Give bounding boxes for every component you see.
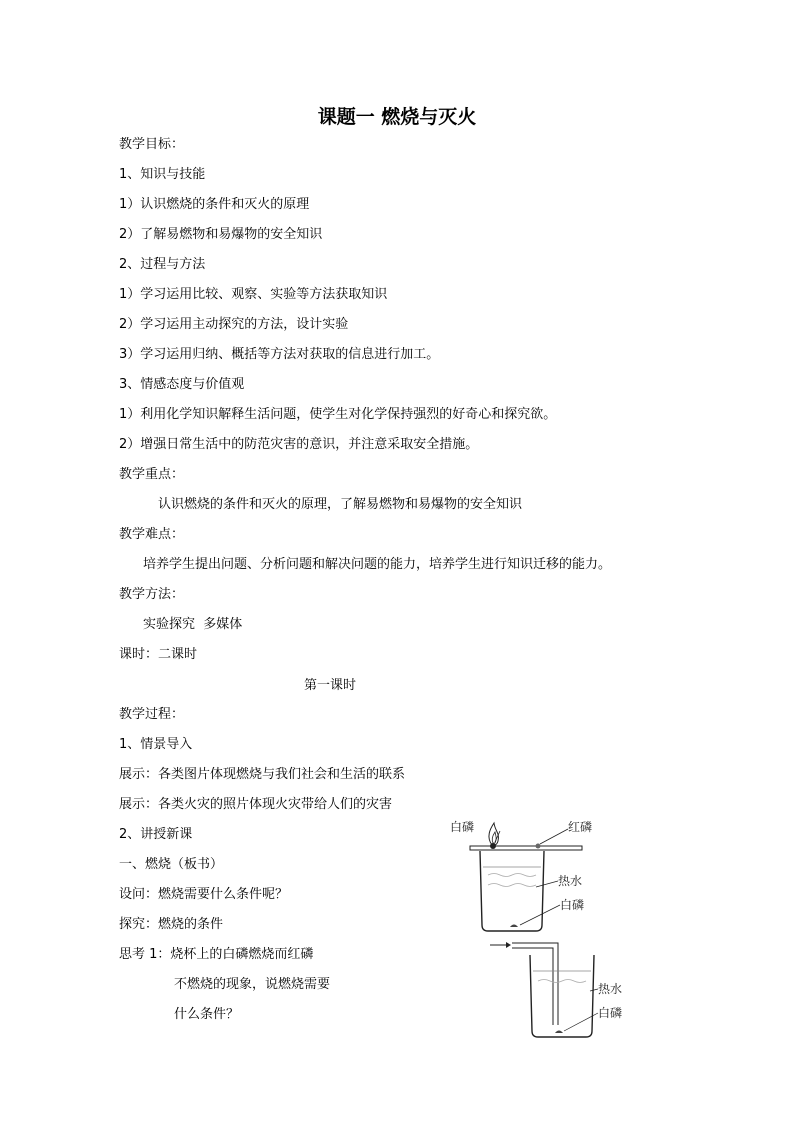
beaker-1 [480,851,544,931]
knowledge-item-2: 2）了解易燃物和易爆物的安全知识 [119,227,323,242]
combustion-experiment-figure [440,815,640,1045]
knowledge-heading: 1、知识与技能 [119,167,206,182]
arrow-icon [490,942,511,948]
think-1-line-b: 不燃烧的现象，说燃烧需要 [174,977,331,992]
process-method-item-1: 1）学习运用比较、观察、实验等方法获取知识 [119,287,388,302]
process-heading: 教学过程： [119,707,185,722]
white-phosphorus-sample [490,843,496,849]
knowledge-item-1: 1）认识燃烧的条件和灭火的原理 [119,197,310,212]
page-title: 课题一 燃烧与灭火 [317,106,477,128]
label-hot-water-2: 热水 [598,982,623,996]
lesson-title: 第一课时 [303,678,356,693]
beaker-2 [530,955,594,1037]
label-red-phosphorus: 红磷 [568,820,593,834]
key-points-heading: 教学重点： [119,467,185,482]
key-points-text: 认识燃烧的条件和灭火的原理，了解易燃物和易爆物的安全知识 [158,497,523,512]
section-combustion: 一、燃烧（板书） [119,857,224,872]
difficulties-heading: 教学难点： [119,527,185,542]
label-hot-water-1: 热水 [558,874,583,888]
step-1: 1、情景导入 [119,737,193,752]
class-hours: 课时：二课时 [119,647,198,662]
think-1-line-c: 什么条件？ [174,1007,240,1022]
explore: 探究：燃烧的条件 [119,917,224,932]
gas-tube [512,943,558,1025]
label-white-phosphorus-1: 白磷 [560,898,585,912]
process-method-heading: 2、过程与方法 [119,257,206,272]
think-1-line-a: 思考 1：烧杯上的白磷燃烧而红磷 [119,947,314,962]
question: 设问：燃烧需要什么条件呢？ [119,887,289,902]
flame-icon [489,823,499,845]
step-2: 2、讲授新课 [119,827,193,842]
difficulties-text: 培养学生提出问题、分析问题和解决问题的能力，培养学生进行知识迁移的能力。 [143,557,612,572]
methods-text: 实验探究 多媒体 [143,617,243,632]
show-1: 展示：各类图片体现燃烧与我们社会和生活的联系 [119,767,406,782]
objectives-heading: 教学目标： [119,137,185,152]
emotion-item-1: 1）利用化学知识解释生活问题，使学生对化学保持强烈的好奇心和探究欲。 [119,407,557,422]
methods-heading: 教学方法： [119,587,185,602]
copper-plate [470,846,582,850]
label-white-phosphorus-2: 白磷 [598,1006,623,1020]
label-white-phosphorus-top: 白磷 [450,820,475,834]
show-2: 展示：各类火灾的照片体现火灾带给人们的灾害 [119,797,393,812]
red-phosphorus-sample [536,844,541,849]
process-method-item-2: 2）学习运用主动探究的方法，设计实验 [119,317,349,332]
emotion-item-2: 2）增强日常生活中的防范灾害的意识，并注意采取安全措施。 [119,437,479,452]
process-method-item-3: 3）学习运用归纳、概括等方法对获取的信息进行加工。 [119,347,440,362]
emotion-heading: 3、情感态度与价值观 [119,377,245,392]
